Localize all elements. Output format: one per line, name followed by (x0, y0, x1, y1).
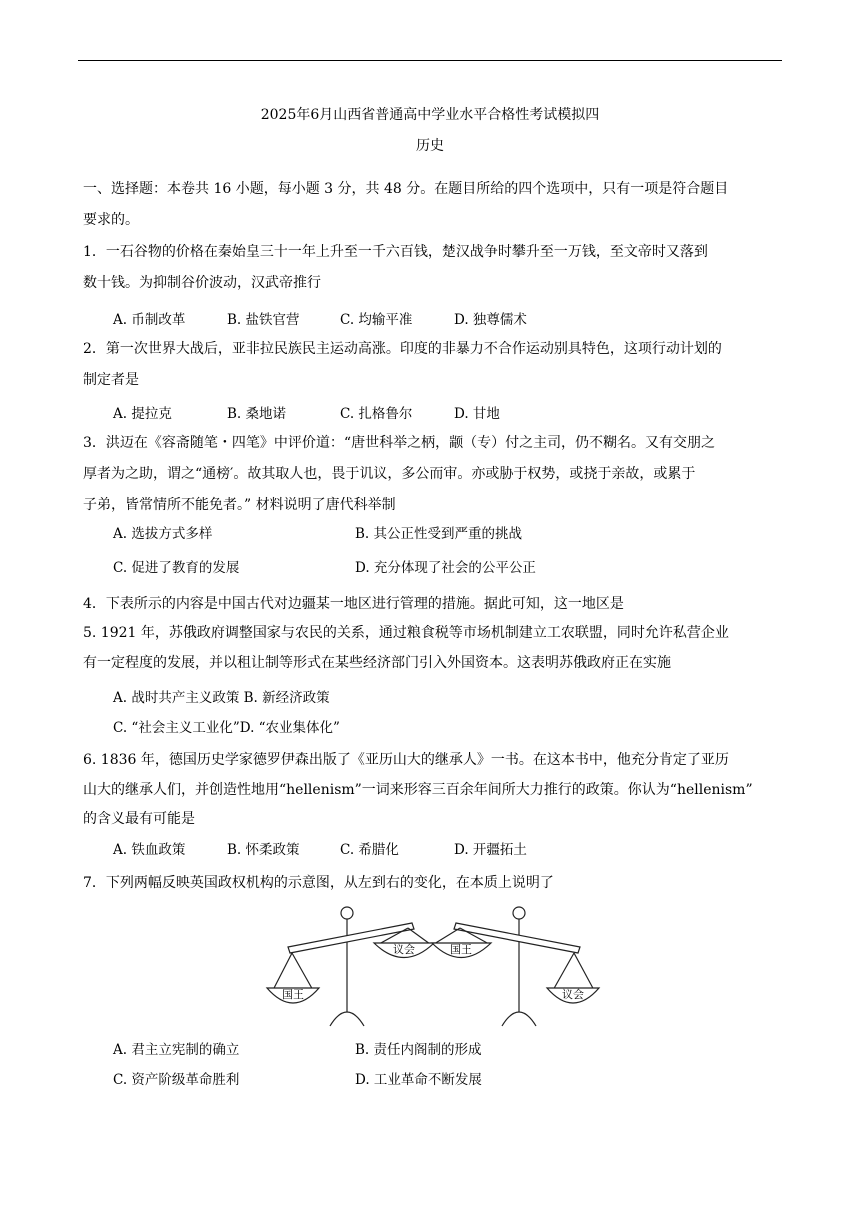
left-scale-string (292, 953, 314, 992)
q7-option-a: A. 君主立宪制的确立 (113, 1042, 240, 1058)
section-instruction-line2: 要求的。 (83, 212, 139, 228)
right-scale-knob (513, 907, 525, 919)
q5-options-cd: C. “社会主义工业化”D. “农业集体化” (113, 720, 340, 736)
right-scale-string (434, 928, 460, 944)
q3-stem-line3: 子弟，皆常情所不能免者。” 材料说明了唐代科举制 (83, 497, 396, 513)
exam-title: 2025年6月山西省普通高中学业水平合格性考试模拟四 (260, 107, 600, 123)
q3-stem-line1: 3．洪迈在《容斋随笔・四笔》中评价道：“唐世科举之柄，颛（专）付之主司，仍不糊名。又有交朋之 (83, 435, 716, 451)
q1-stem-line1: 1．一石谷物的价格在秦始皇三十一年上升至一千六百钱，楚汉战争时攀升至一万钱，至文帝时又落到 (83, 244, 708, 260)
q1-option-a: A. 币制改革 (113, 312, 186, 328)
q3-option-a: A. 选拔方式多样 (113, 526, 213, 542)
q2-option-b: B. 桑地诺 (227, 406, 287, 422)
q2-stem-line2: 制定者是 (83, 372, 139, 388)
q7-option-c: C. 资产阶级革命胜利 (113, 1072, 240, 1088)
q6-option-d: D. 开疆拓土 (454, 842, 527, 858)
q2-option-c: C. 扎格鲁尔 (340, 406, 413, 422)
q6-stem-line3: 的含义最有可能是 (83, 811, 195, 827)
q3-option-b: B. 其公正性受到严重的挑战 (355, 526, 523, 542)
q2-option-a: A. 提拉克 (113, 406, 172, 422)
left-scale-string (272, 953, 292, 992)
q3-option-d: D. 充分体现了社会的公平公正 (355, 560, 536, 576)
right-scale-string (574, 953, 595, 992)
q6-option-c: C. 希腊化 (340, 842, 399, 858)
q6-stem-line2: 山大的继承人们，并创造性地用“hellenism”一词来形容三百余年间所大力推行的政策。你认为“hellenism” (83, 782, 753, 798)
q5-stem-line1: 5. 1921 年，苏俄政府调整国家与农民的关系，通过粮食税等市场机制建立工农联盟，同时允许私营企业 (83, 625, 729, 641)
q7-option-d: D. 工业革命不断发展 (355, 1072, 482, 1088)
balance-scales-figure (262, 900, 604, 1030)
q2-stem-line1: 2．第一次世界大战后，亚非拉民族民主运动高涨。印度的非暴力不合作运动别具特色，这项行动计划的 (83, 341, 722, 357)
q6-stem-line1: 6. 1836 年，德国历史学家德罗伊森出版了《亚历山大的继承人》一书。在这本书中，他充分肯定了亚历 (83, 752, 729, 768)
q1-option-b: B. 盐铁官营 (227, 312, 300, 328)
section-instruction-line1: 一、选择题：本卷共 16 小题，每小题 3 分，共 48 分。在题目所给的四个选项中，只有一项是符合题目 (83, 181, 729, 197)
right-balance-scale (432, 907, 599, 1026)
left-scale-parliament-label: 议会 (393, 943, 415, 956)
right-scale-parliament-label: 议会 (562, 988, 584, 1001)
q3-option-c: C. 促进了教育的发展 (113, 560, 240, 576)
right-scale-king-label: 国王 (450, 943, 472, 956)
left-scale-string (408, 928, 430, 944)
q5-options-ab: A. 战时共产主义政策 B. 新经济政策 (113, 690, 330, 706)
right-scale-base (502, 1012, 536, 1026)
q5-stem-line2: 有一定程度的发展，并以租让制等形式在某些经济部门引入外国资本。这表明苏俄政府正在实施 (83, 655, 671, 671)
q7-option-b: B. 责任内阁制的形成 (355, 1042, 482, 1058)
top-rule (78, 60, 782, 61)
subject-title: 历史 (416, 138, 444, 154)
left-scale-king-label: 国王 (282, 988, 304, 1001)
q2-option-d: D. 甘地 (454, 406, 500, 422)
q4-stem-line1: 4．下表所示的内容是中国古代对边疆某一地区进行管理的措施。据此可知，这一地区是 (83, 596, 624, 612)
right-scale-string (552, 953, 574, 992)
left-scale-knob (341, 907, 353, 919)
q7-stem-line1: 7．下列两幅反映英国政权机构的示意图，从左到右的变化，在本质上说明了 (83, 875, 554, 891)
left-scale-base (330, 1012, 364, 1026)
q1-stem-line2: 数十钱。为抑制谷价波动，汉武帝推行 (83, 275, 321, 291)
q3-stem-line2: 厚者为之助，谓之“通榜′。故其取人也，畏于讥议，多公而审。亦或胁于权势，或挠于亲故，或累于 (83, 466, 696, 482)
left-balance-scale (267, 907, 434, 1026)
q1-option-d: D. 独尊儒术 (454, 312, 527, 328)
q1-option-c: C. 均输平准 (340, 312, 413, 328)
q6-option-b: B. 怀柔政策 (227, 842, 300, 858)
q6-option-a: A. 铁血政策 (113, 842, 186, 858)
